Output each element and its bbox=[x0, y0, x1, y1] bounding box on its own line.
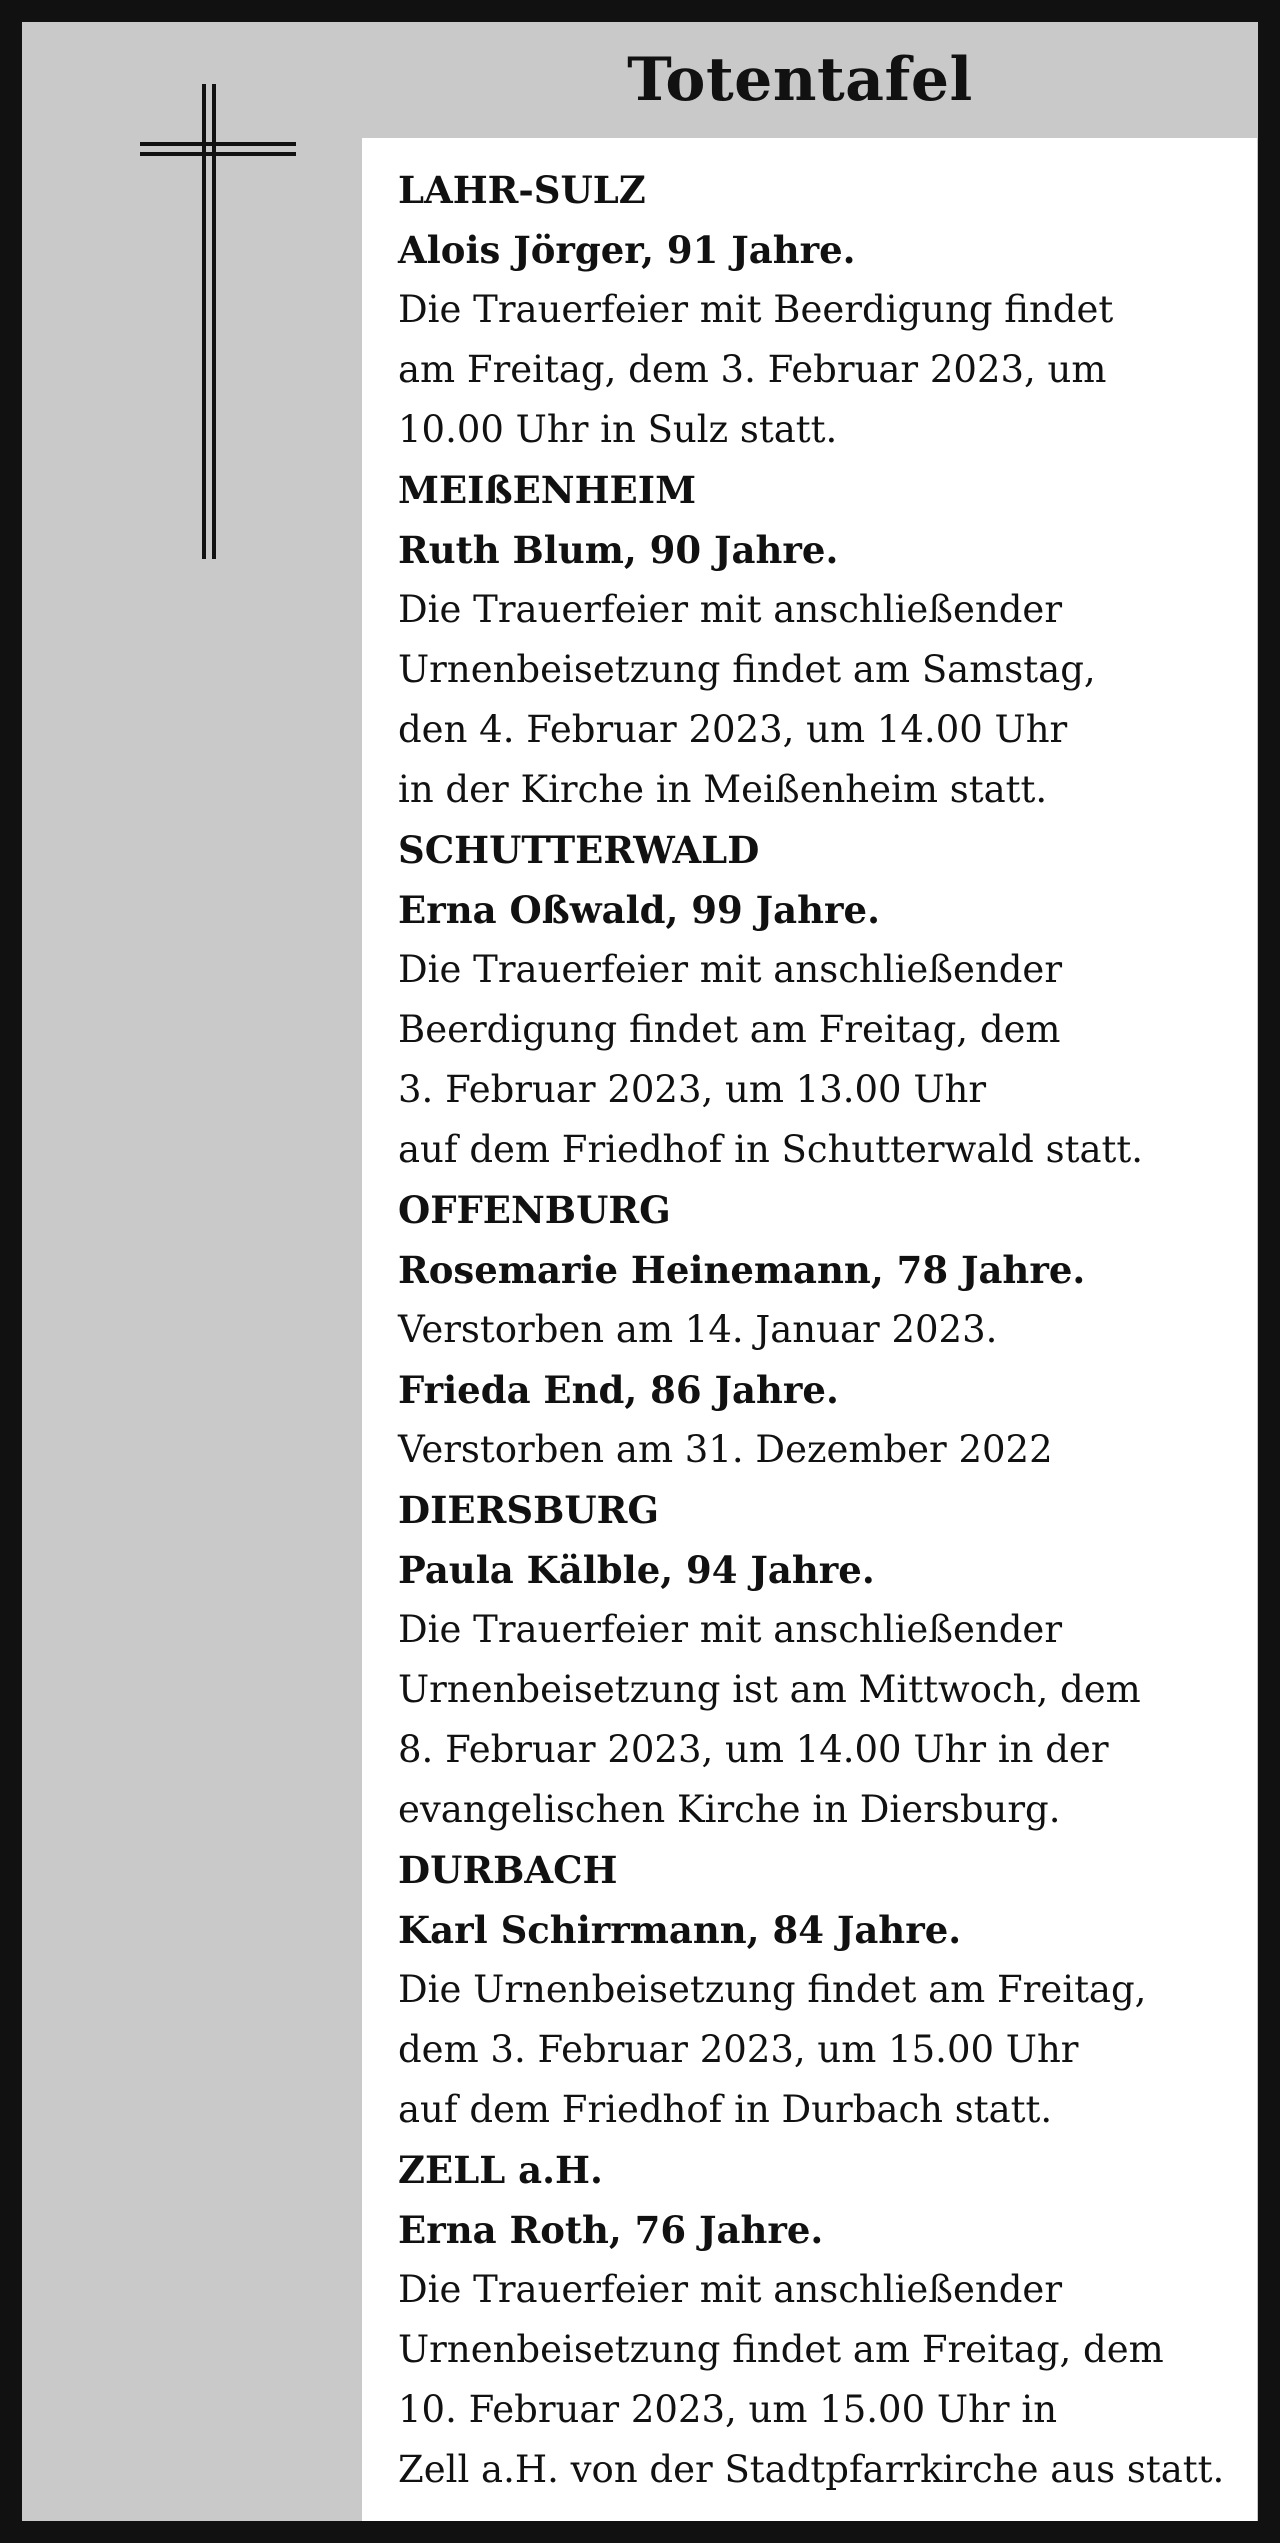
place-section bbox=[398, 2140, 1257, 2500]
deceased-name: Ruth Blum, 90 Jahre. bbox=[398, 528, 839, 572]
place-section bbox=[398, 820, 1257, 1180]
cross-icon bbox=[132, 84, 302, 559]
ceremony-text-line: Verstorben am 14. Januar 2023. bbox=[398, 1308, 998, 1351]
deceased-name: Karl Schirrmann, 84 Jahre. bbox=[398, 1908, 962, 1952]
place-heading: MEIßENHEIM bbox=[398, 468, 697, 512]
ceremony-text-line: 8. Februar 2023, um 14.00 Uhr in der bbox=[398, 1728, 1109, 1771]
ceremony-text-line: Die Trauerfeier mit anschließender bbox=[398, 1608, 1063, 1651]
place-section bbox=[398, 1480, 1257, 1840]
deceased-name: Rosemarie Heinemann, 78 Jahre. bbox=[398, 1248, 1086, 1292]
ceremony-text-line: den 4. Februar 2023, um 14.00 Uhr bbox=[398, 708, 1068, 751]
ceremony-text-line: evangelischen Kirche in Diersburg. bbox=[398, 1788, 1061, 1831]
deceased-name: Erna Roth, 76 Jahre. bbox=[398, 2208, 824, 2252]
deceased-name: Alois Jörger, 91 Jahre. bbox=[398, 228, 856, 272]
place-heading: OFFENBURG bbox=[398, 1188, 671, 1232]
place-section bbox=[398, 460, 1257, 820]
place-heading: DURBACH bbox=[398, 1848, 618, 1892]
page-title: Totentafel bbox=[627, 45, 973, 115]
ceremony-text-line: 10. Februar 2023, um 15.00 Uhr in bbox=[398, 2388, 1058, 2431]
place-section bbox=[398, 1180, 1257, 1480]
entry-list bbox=[398, 160, 1257, 2500]
ceremony-text-line: Die Trauerfeier mit Beerdigung findet bbox=[398, 288, 1114, 331]
ceremony-text-line: dem 3. Februar 2023, um 15.00 Uhr bbox=[398, 2028, 1079, 2071]
ceremony-text-line: Die Trauerfeier mit anschließender bbox=[398, 948, 1063, 991]
place-heading: SCHUTTERWALD bbox=[398, 828, 760, 872]
deceased-name: Paula Kälble, 94 Jahre. bbox=[398, 1548, 875, 1592]
ceremony-text-line: Die Urnenbeisetzung findet am Freitag, bbox=[398, 1968, 1147, 2011]
ceremony-text-line: Die Trauerfeier mit anschließender bbox=[398, 2268, 1063, 2311]
ceremony-text-line: 10.00 Uhr in Sulz statt. bbox=[398, 408, 838, 451]
ceremony-text-line: auf dem Friedhof in Schutterwald statt. bbox=[398, 1128, 1144, 1171]
place-section bbox=[398, 1840, 1257, 2140]
place-section bbox=[398, 160, 1257, 460]
obituary-list bbox=[362, 138, 1257, 2521]
ceremony-text-line: Urnenbeisetzung findet am Samstag, bbox=[398, 648, 1096, 691]
ceremony-text-line: am Freitag, dem 3. Februar 2023, um bbox=[398, 348, 1107, 391]
deceased-name: Erna Oßwald, 99 Jahre. bbox=[398, 888, 880, 932]
ceremony-text-line: Verstorben am 31. Dezember 2022 bbox=[398, 1428, 1053, 1471]
ceremony-text-line: Urnenbeisetzung findet am Freitag, dem bbox=[398, 2328, 1164, 2371]
place-heading: DIERSBURG bbox=[398, 1488, 659, 1532]
ceremony-text-line: Urnenbeisetzung ist am Mittwoch, dem bbox=[398, 1668, 1141, 1711]
ceremony-text-line: Die Trauerfeier mit anschließender bbox=[398, 588, 1063, 631]
place-heading: ZELL a.H. bbox=[398, 2148, 603, 2192]
ceremony-text-line: in der Kirche in Meißenheim statt. bbox=[398, 768, 1048, 811]
deceased-name: Frieda End, 86 Jahre. bbox=[398, 1368, 839, 1412]
ceremony-text-line: Zell a.H. von der Stadtpfarrkirche aus statt. bbox=[398, 2448, 1225, 2491]
place-heading: LAHR-SULZ bbox=[398, 168, 646, 212]
ceremony-text-line: auf dem Friedhof in Durbach statt. bbox=[398, 2088, 1053, 2131]
ceremony-text-line: Beerdigung findet am Freitag, dem bbox=[398, 1008, 1061, 1051]
ceremony-text-line: 3. Februar 2023, um 13.00 Uhr bbox=[398, 1068, 987, 1111]
